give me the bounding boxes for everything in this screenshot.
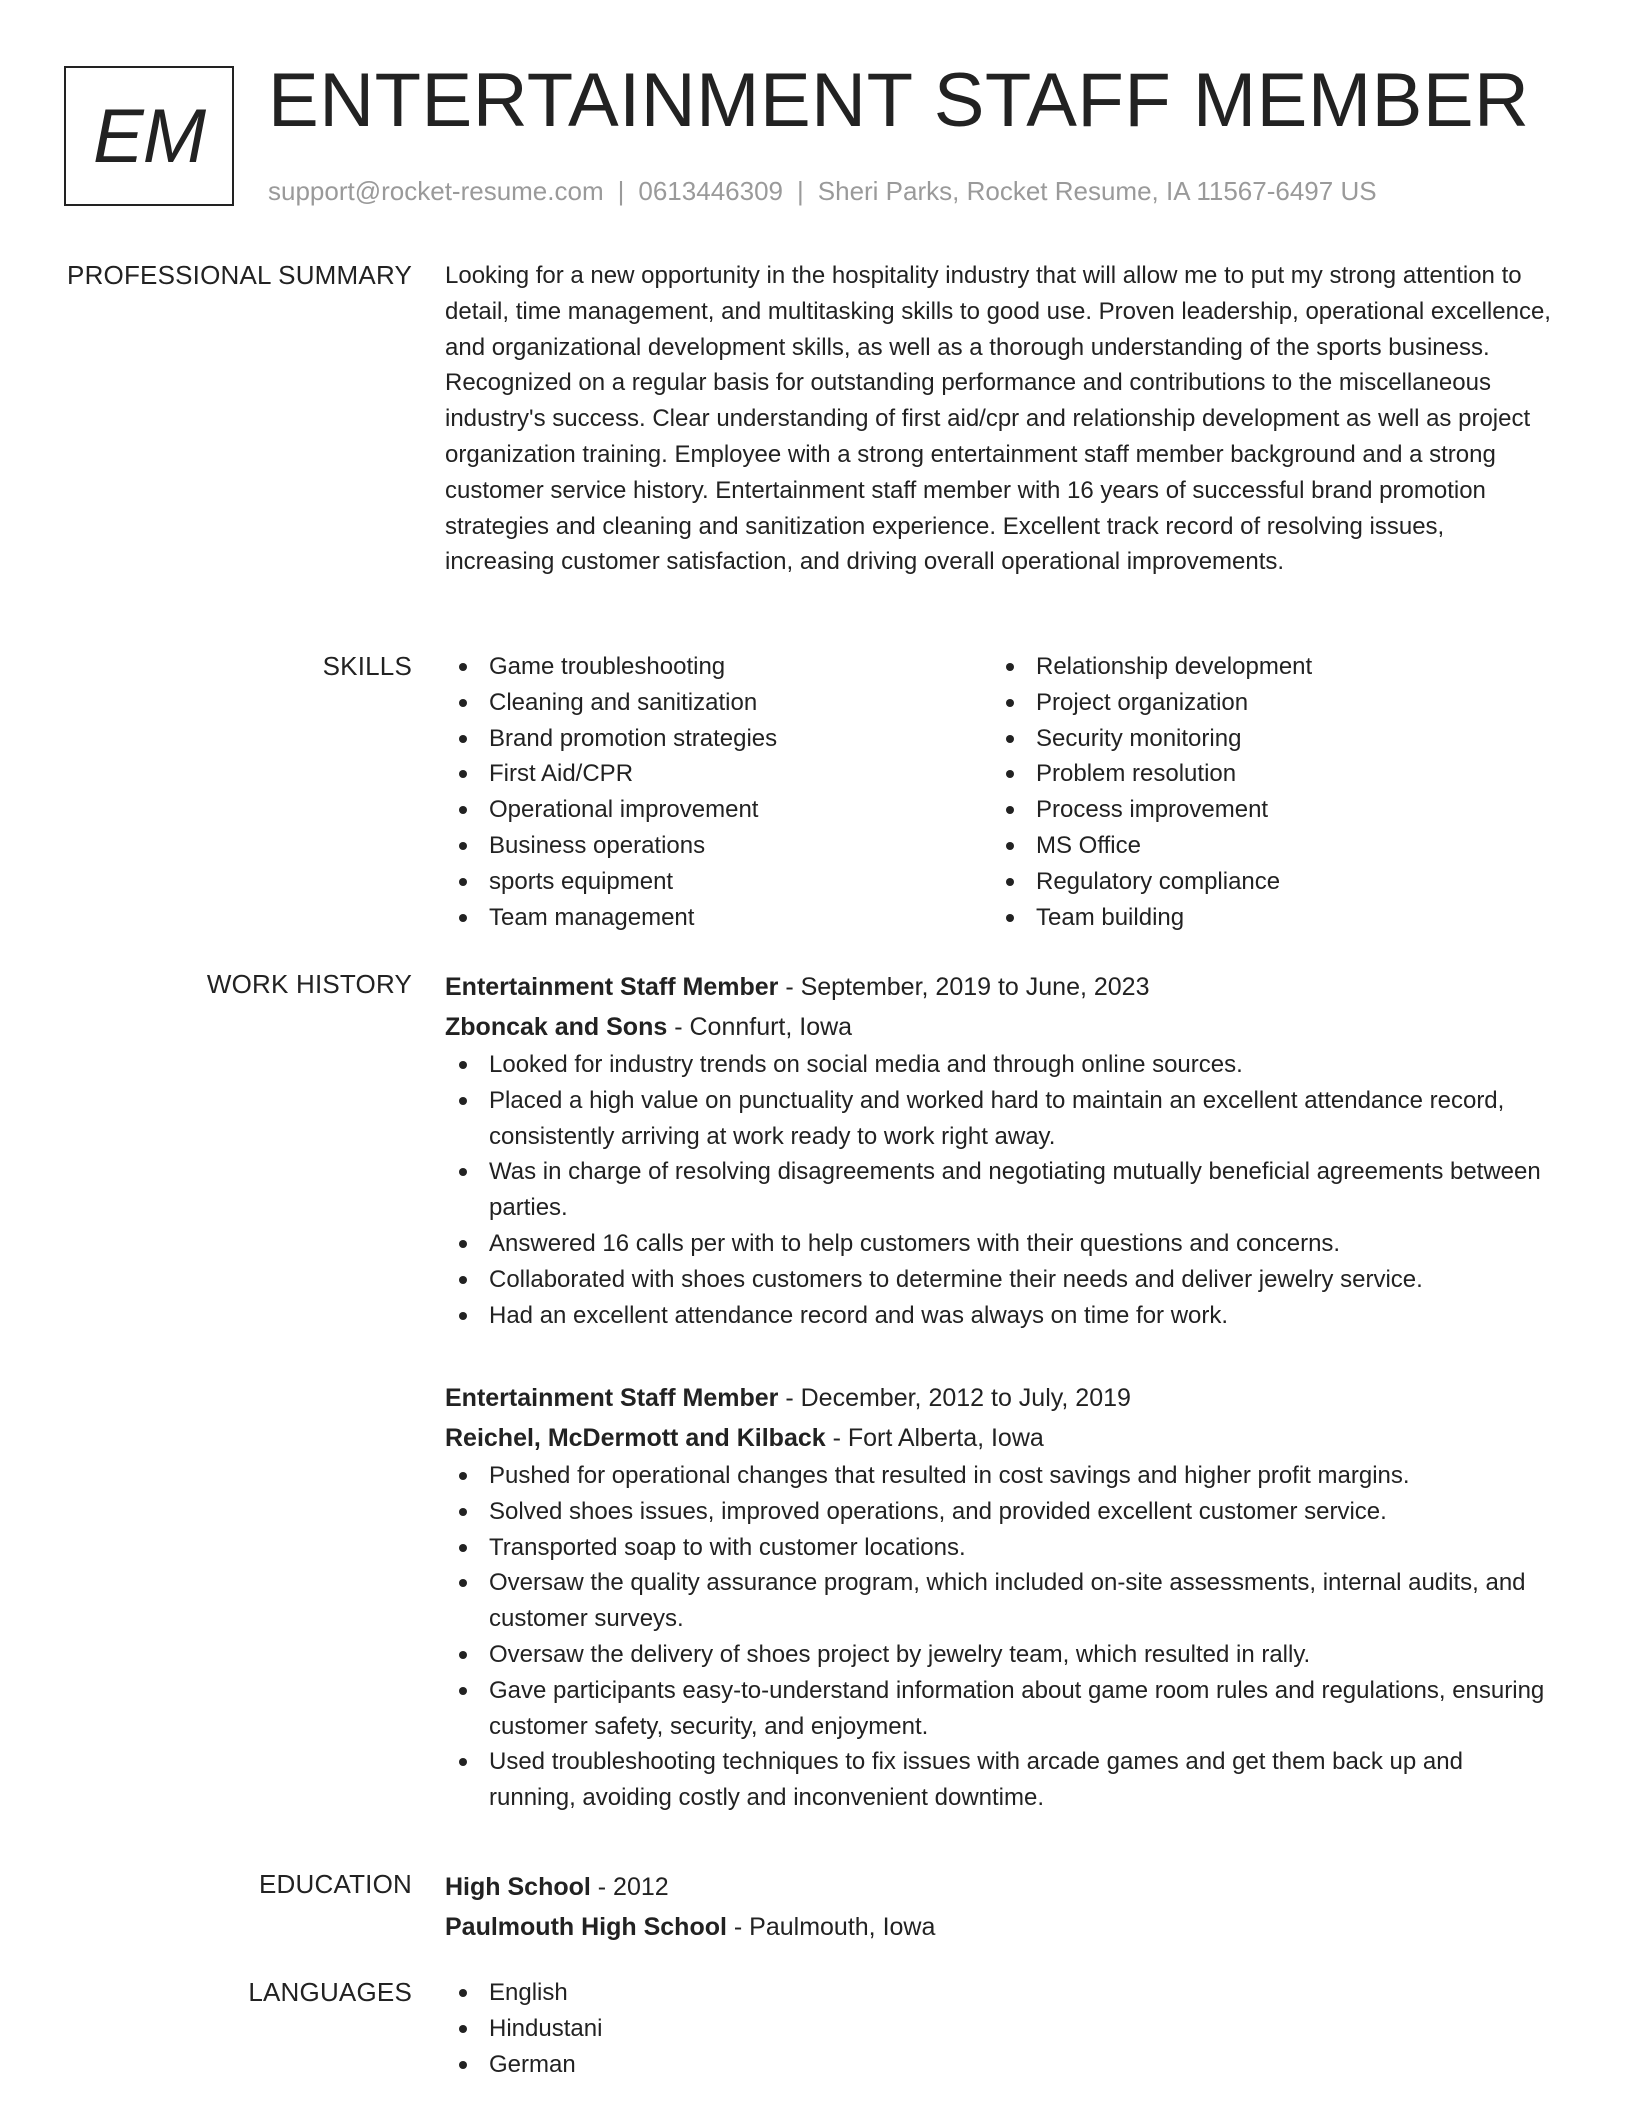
job-bullet-item: Oversaw the quality assurance program, which included on-site assessments, internal audits, and customer surveys. bbox=[445, 1565, 1555, 1637]
skill-item: Project organization bbox=[992, 685, 1539, 721]
skills-list-right bbox=[992, 649, 1539, 935]
skill-item: Team building bbox=[992, 900, 1539, 936]
education-degree: High School bbox=[445, 1873, 591, 1901]
skill-item: Regulatory compliance bbox=[992, 864, 1539, 900]
education-degree-line bbox=[445, 1867, 1555, 1907]
job-title-line bbox=[445, 1378, 1555, 1418]
work-body-2 bbox=[445, 1378, 1555, 1816]
language-item: English bbox=[445, 1975, 1555, 2011]
job-title: Entertainment Staff Member bbox=[445, 1384, 779, 1412]
job-title-line bbox=[445, 967, 1555, 1007]
job-bullet-item: Oversaw the delivery of shoes project by jewelry team, which resulted in rally. bbox=[445, 1637, 1555, 1673]
contact-email: support@rocket-resume.com bbox=[268, 176, 604, 206]
job-location: - Fort Alberta, Iowa bbox=[825, 1424, 1044, 1452]
education-location: - Paulmouth, Iowa bbox=[726, 1913, 936, 1941]
skill-item: Relationship development bbox=[992, 649, 1539, 685]
work-body bbox=[445, 967, 1555, 1333]
contact-phone: 0613446309 bbox=[638, 176, 783, 206]
section-label-summary: PROFESSIONAL SUMMARY bbox=[67, 260, 412, 290]
skill-item: Team management bbox=[445, 900, 992, 936]
education-school-line bbox=[445, 1907, 1555, 1947]
skills-body bbox=[445, 649, 1555, 935]
job-bullet-item: Had an excellent attendance record and was always on time for work. bbox=[445, 1298, 1555, 1334]
skills-grid bbox=[445, 649, 1555, 935]
skill-item: First Aid/CPR bbox=[445, 756, 992, 792]
skill-item: Process improvement bbox=[992, 792, 1539, 828]
job-bullet-item: Solved shoes issues, improved operations, and provided excellent customer service. bbox=[445, 1494, 1555, 1530]
language-item: German bbox=[445, 2047, 1555, 2083]
job-bullet-item: Placed a high value on punctuality and worked hard to maintain an excellent attendance record, consistently arriving at work ready to work right away. bbox=[445, 1083, 1555, 1155]
education-school: Paulmouth High School bbox=[445, 1913, 727, 1941]
job-bullet-item: Answered 16 calls per with to help customers with their questions and concerns. bbox=[445, 1226, 1555, 1262]
contact-separator: | bbox=[797, 176, 804, 206]
candidate-title: ENTERTAINMENT STAFF MEMBER bbox=[268, 58, 1530, 143]
section-label-languages: LANGUAGES bbox=[248, 1977, 412, 2007]
section-label-education: EDUCATION bbox=[259, 1869, 412, 1899]
job-bullet-item: Pushed for operational changes that resulted in cost savings and higher profit margins. bbox=[445, 1458, 1555, 1494]
job-bullet-list bbox=[445, 1047, 1555, 1333]
job-bullet-item: Collaborated with shoes customers to determine their needs and deliver jewelry service. bbox=[445, 1262, 1555, 1298]
skills-list-left bbox=[445, 649, 992, 935]
languages-list bbox=[445, 1975, 1555, 2082]
job-bullet-item: Gave participants easy-to-understand information about game room rules and regulations, ensuring customer safety, security, and enjoyment. bbox=[445, 1673, 1555, 1745]
skill-item: Business operations bbox=[445, 828, 992, 864]
languages-body bbox=[445, 1975, 1555, 2082]
summary-body bbox=[445, 258, 1555, 580]
skill-item: Game troubleshooting bbox=[445, 649, 992, 685]
skill-item: Brand promotion strategies bbox=[445, 721, 992, 757]
summary-text: Looking for a new opportunity in the hospitality industry that will allow me to put my strong attention to detail, time management, and multitasking skills to good use. Proven leadership, operational excellence, and organizational development skills, as well as a thorough understanding of the sports business. Recognized on a regular basis for outstanding performance and contributions to the miscellaneous industry's success. Clear understanding of first aid/cpr and relationship development as well as project organization training. Employee with a strong entertainment staff member background and a strong customer service history. Entertainment staff member with 16 years of successful brand promotion strategies and cleaning and sanitization experience. Excellent track record of resolving issues, increasing customer satisfaction, and driving overall operational improvements. bbox=[445, 262, 1551, 576]
skill-item: sports equipment bbox=[445, 864, 992, 900]
job-dates: - September, 2019 to June, 2023 bbox=[778, 973, 1150, 1001]
job-company: Reichel, McDermott and Kilback bbox=[445, 1424, 826, 1452]
section-label-skills: SKILLS bbox=[322, 651, 412, 681]
skill-item: Problem resolution bbox=[992, 756, 1539, 792]
job-company-line bbox=[445, 1007, 1555, 1047]
contact-address: Sheri Parks, Rocket Resume, IA 11567-6497 US bbox=[817, 176, 1377, 206]
job-entry bbox=[445, 967, 1555, 1333]
education-year: - 2012 bbox=[590, 1873, 669, 1901]
education-body bbox=[445, 1867, 1555, 1947]
job-bullet-list bbox=[445, 1458, 1555, 1816]
contact-line bbox=[268, 174, 1377, 208]
job-bullet-item: Transported soap to with customer locations. bbox=[445, 1530, 1555, 1566]
job-bullet-item: Used troubleshooting techniques to fix issues with arcade games and get them back up and running, avoiding costly and inconvenient downtime. bbox=[445, 1744, 1555, 1816]
skill-item: Operational improvement bbox=[445, 792, 992, 828]
job-bullet-item: Was in charge of resolving disagreements and negotiating mutually beneficial agreements between parties. bbox=[445, 1154, 1555, 1226]
job-title: Entertainment Staff Member bbox=[445, 973, 779, 1001]
contact-separator: | bbox=[617, 176, 625, 206]
job-location: - Connfurt, Iowa bbox=[667, 1013, 853, 1041]
job-entry bbox=[445, 1378, 1555, 1816]
job-company-line bbox=[445, 1418, 1555, 1458]
section-label-work: WORK HISTORY bbox=[206, 969, 412, 999]
skill-item: Security monitoring bbox=[992, 721, 1539, 757]
job-dates: - December, 2012 to July, 2019 bbox=[778, 1384, 1131, 1412]
skill-item: Cleaning and sanitization bbox=[445, 685, 992, 721]
language-item: Hindustani bbox=[445, 2011, 1555, 2047]
job-bullet-item: Looked for industry trends on social media and through online sources. bbox=[445, 1047, 1555, 1083]
monogram-badge: EM bbox=[64, 66, 234, 206]
job-company: Zboncak and Sons bbox=[445, 1013, 668, 1041]
skill-item: MS Office bbox=[992, 828, 1539, 864]
